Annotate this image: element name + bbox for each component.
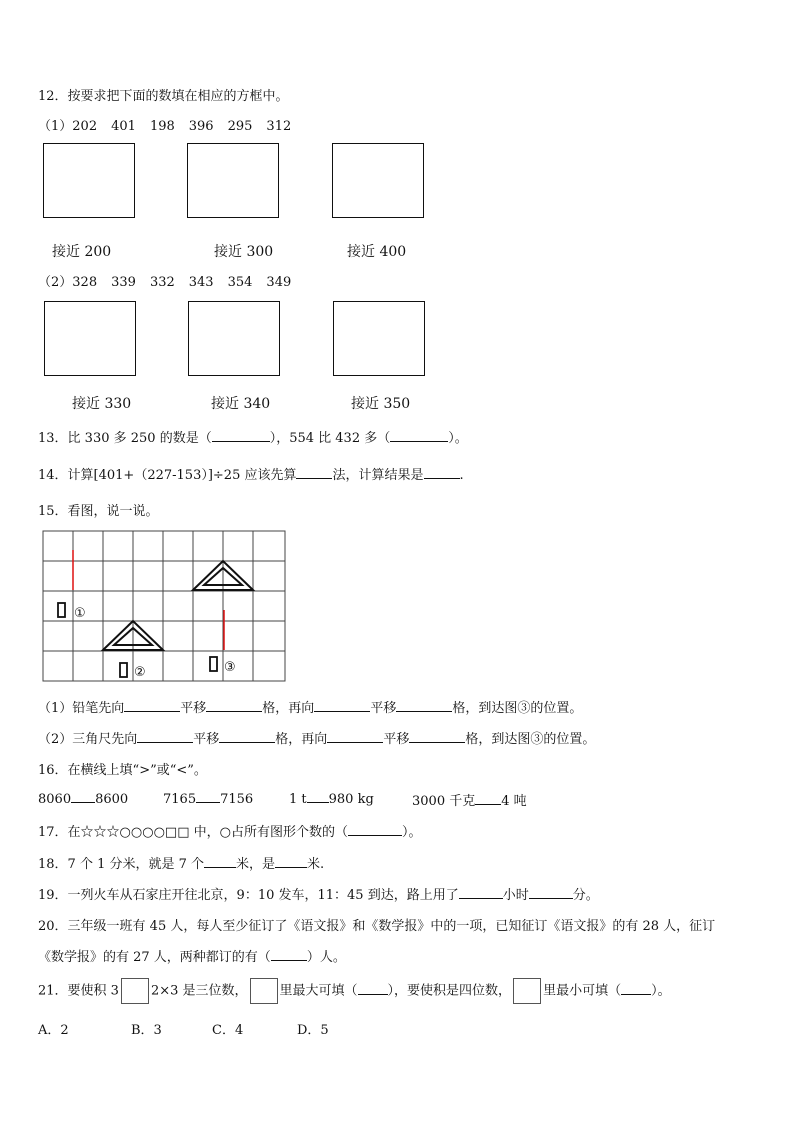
q17-text: 17．在☆☆☆○○○○□□ 中，○占所有图形个数的（ bbox=[38, 825, 348, 840]
number: 295 bbox=[227, 119, 253, 134]
q15-text: 平移 bbox=[383, 732, 410, 747]
q16-item bbox=[412, 790, 527, 809]
number: 349 bbox=[266, 275, 292, 290]
q20-blank[interactable] bbox=[271, 948, 307, 961]
number: 202 bbox=[72, 119, 98, 134]
q19-text: 19．一列火车从石家庄开往北京，9：10 发车，11：45 到达，路上用了 bbox=[38, 888, 459, 903]
q13-text: ），554 比 432 多（ bbox=[269, 431, 391, 446]
q14-text: 14．计算[401+（227-153）]÷25 应该先算 bbox=[38, 468, 297, 483]
q21-text: 2×3 是三位数， bbox=[150, 983, 248, 999]
answer-box-400[interactable] bbox=[332, 143, 424, 218]
target-label: 接近 330 bbox=[72, 396, 132, 412]
blank[interactable] bbox=[219, 730, 275, 743]
number: 328 bbox=[72, 275, 98, 290]
q21-option-b[interactable]: B．3 bbox=[131, 1023, 162, 1038]
q16-item bbox=[163, 790, 253, 807]
marker-1: ① bbox=[74, 606, 86, 621]
blank[interactable] bbox=[137, 730, 193, 743]
marker-3: ③ bbox=[224, 660, 236, 675]
q20-text: ）人。 bbox=[306, 950, 346, 965]
q18-text: 米. bbox=[307, 857, 325, 872]
q16-item bbox=[38, 790, 128, 807]
q15-text: 格，再向 bbox=[262, 701, 315, 716]
q21-text: ），要使积是四位数， bbox=[387, 983, 512, 999]
blank[interactable] bbox=[206, 699, 262, 712]
answer-box-300[interactable] bbox=[187, 143, 279, 218]
compare-blank[interactable] bbox=[196, 790, 220, 803]
q15-text: 格，到达图③的位置。 bbox=[465, 732, 596, 747]
q14-blank-1[interactable] bbox=[296, 466, 332, 479]
q12-part1-numbers bbox=[38, 115, 291, 134]
q16-right: 7156 bbox=[220, 792, 254, 807]
q16-left: 7165 bbox=[163, 792, 197, 807]
answer-box-340[interactable] bbox=[188, 301, 280, 376]
number: 401 bbox=[111, 119, 136, 134]
blank[interactable] bbox=[396, 699, 452, 712]
q16-title: 16．在横线上填“>”或“<”。 bbox=[38, 763, 207, 778]
q20-text: 《数学报》的有 27 人，两种都订的有（ bbox=[38, 950, 271, 965]
digit-box[interactable] bbox=[513, 978, 541, 1004]
q12-part2-label: （2） bbox=[38, 275, 73, 290]
q16-left: 3000 千克 bbox=[412, 794, 476, 809]
q19-text: 分。 bbox=[572, 888, 599, 903]
q12-title: 12．按要求把下面的数填在相应的方框中。 bbox=[38, 89, 289, 104]
number: 354 bbox=[227, 275, 253, 290]
q20-line2 bbox=[38, 946, 346, 965]
marker-2: ② bbox=[134, 665, 146, 680]
pencil-icon bbox=[58, 603, 65, 617]
q21-text: 里最小可填（ bbox=[543, 983, 622, 999]
digit-box[interactable] bbox=[250, 978, 278, 1004]
q20-line1: 20．三年级一班有 45 人，每人至少征订了《语文报》和《数学报》中的一项，已知征订《语文报》的有 28 人，征订 bbox=[38, 919, 716, 934]
q19-text: 小时 bbox=[502, 888, 529, 903]
q21-option-a[interactable]: A．2 bbox=[38, 1023, 69, 1038]
q15-text: 平移 bbox=[193, 732, 220, 747]
q18-blank-2[interactable] bbox=[275, 855, 307, 868]
blank[interactable] bbox=[327, 730, 383, 743]
q16-item bbox=[289, 790, 374, 807]
q13-blank-2[interactable] bbox=[390, 429, 448, 442]
number: 198 bbox=[149, 119, 175, 134]
number: 343 bbox=[188, 275, 214, 290]
q13 bbox=[38, 427, 468, 446]
q18-blank-1[interactable] bbox=[204, 855, 236, 868]
q21-blank-max[interactable] bbox=[358, 982, 388, 995]
answer-box-330[interactable] bbox=[44, 301, 136, 376]
q14-text: 法，计算结果是 bbox=[332, 468, 424, 483]
number: 396 bbox=[188, 119, 214, 134]
q21-option-d[interactable]: D．5 bbox=[297, 1023, 329, 1038]
target-label: 接近 300 bbox=[214, 244, 274, 260]
q12-part1-label: （1） bbox=[38, 119, 73, 134]
target-label: 接近 200 bbox=[52, 244, 112, 260]
q15-text: （2）三角尺先向 bbox=[38, 732, 138, 747]
q14-text: . bbox=[459, 468, 464, 483]
q19-blank-minutes[interactable] bbox=[529, 886, 573, 899]
q13-text: 13．比 330 多 250 的数是（ bbox=[38, 431, 212, 446]
pencil-icon bbox=[210, 657, 217, 671]
answer-box-350[interactable] bbox=[333, 301, 425, 376]
q21-text: 里最大可填（ bbox=[279, 983, 358, 999]
target-label: 接近 340 bbox=[211, 396, 271, 412]
number: 339 bbox=[111, 275, 136, 290]
q15-text: 平移 bbox=[370, 701, 397, 716]
q16-right: 4 吨 bbox=[501, 794, 527, 809]
q17-text: ）。 bbox=[401, 825, 422, 840]
answer-box-200[interactable] bbox=[43, 143, 135, 218]
blank[interactable] bbox=[124, 699, 180, 712]
q15-line2 bbox=[38, 728, 595, 747]
target-label: 接近 350 bbox=[351, 396, 411, 412]
q18-text: 米，是 bbox=[236, 857, 276, 872]
compare-blank[interactable] bbox=[307, 790, 329, 803]
q13-blank-1[interactable] bbox=[212, 429, 270, 442]
q21-option-c[interactable]: C．4 bbox=[212, 1023, 244, 1038]
q19 bbox=[38, 884, 599, 903]
q16-left: 1 t bbox=[289, 792, 307, 807]
q18 bbox=[38, 853, 324, 872]
q16-right: 8600 bbox=[95, 792, 129, 807]
compare-blank[interactable] bbox=[475, 792, 501, 805]
q14-blank-2[interactable] bbox=[424, 466, 460, 479]
number: 332 bbox=[149, 275, 175, 290]
translation-grid-figure bbox=[40, 528, 288, 685]
q16-left: 8060 bbox=[38, 792, 72, 807]
q17 bbox=[38, 821, 421, 840]
q15-text: 格，再向 bbox=[275, 732, 328, 747]
digit-box[interactable] bbox=[121, 978, 149, 1004]
blank[interactable] bbox=[409, 730, 465, 743]
q12-part2-numbers bbox=[38, 271, 291, 290]
number: 312 bbox=[266, 119, 292, 134]
q15-text: （1）铅笔先向 bbox=[38, 701, 125, 716]
q15-line1 bbox=[38, 697, 582, 716]
q15-text: 平移 bbox=[180, 701, 207, 716]
q15-title: 15．看图，说一说。 bbox=[38, 504, 159, 519]
q19-blank-hours[interactable] bbox=[459, 886, 503, 899]
compare-blank[interactable] bbox=[71, 790, 95, 803]
q14 bbox=[38, 464, 464, 483]
q16-right: 980 kg bbox=[328, 792, 374, 807]
pencil-icon bbox=[120, 663, 127, 677]
q21 bbox=[38, 978, 671, 1004]
q15-text: 格，到达图③的位置。 bbox=[452, 701, 583, 716]
q18-text: 18．7 个 1 分米，就是 7 个 bbox=[38, 857, 205, 872]
blank[interactable] bbox=[314, 699, 370, 712]
q13-text: ）。 bbox=[448, 431, 468, 446]
q21-text: 21．要使积 3 bbox=[38, 983, 119, 999]
target-label: 接近 400 bbox=[347, 244, 407, 260]
q17-blank[interactable] bbox=[348, 823, 402, 836]
q21-blank-min[interactable] bbox=[621, 982, 651, 995]
q21-text: ）。 bbox=[651, 983, 671, 999]
